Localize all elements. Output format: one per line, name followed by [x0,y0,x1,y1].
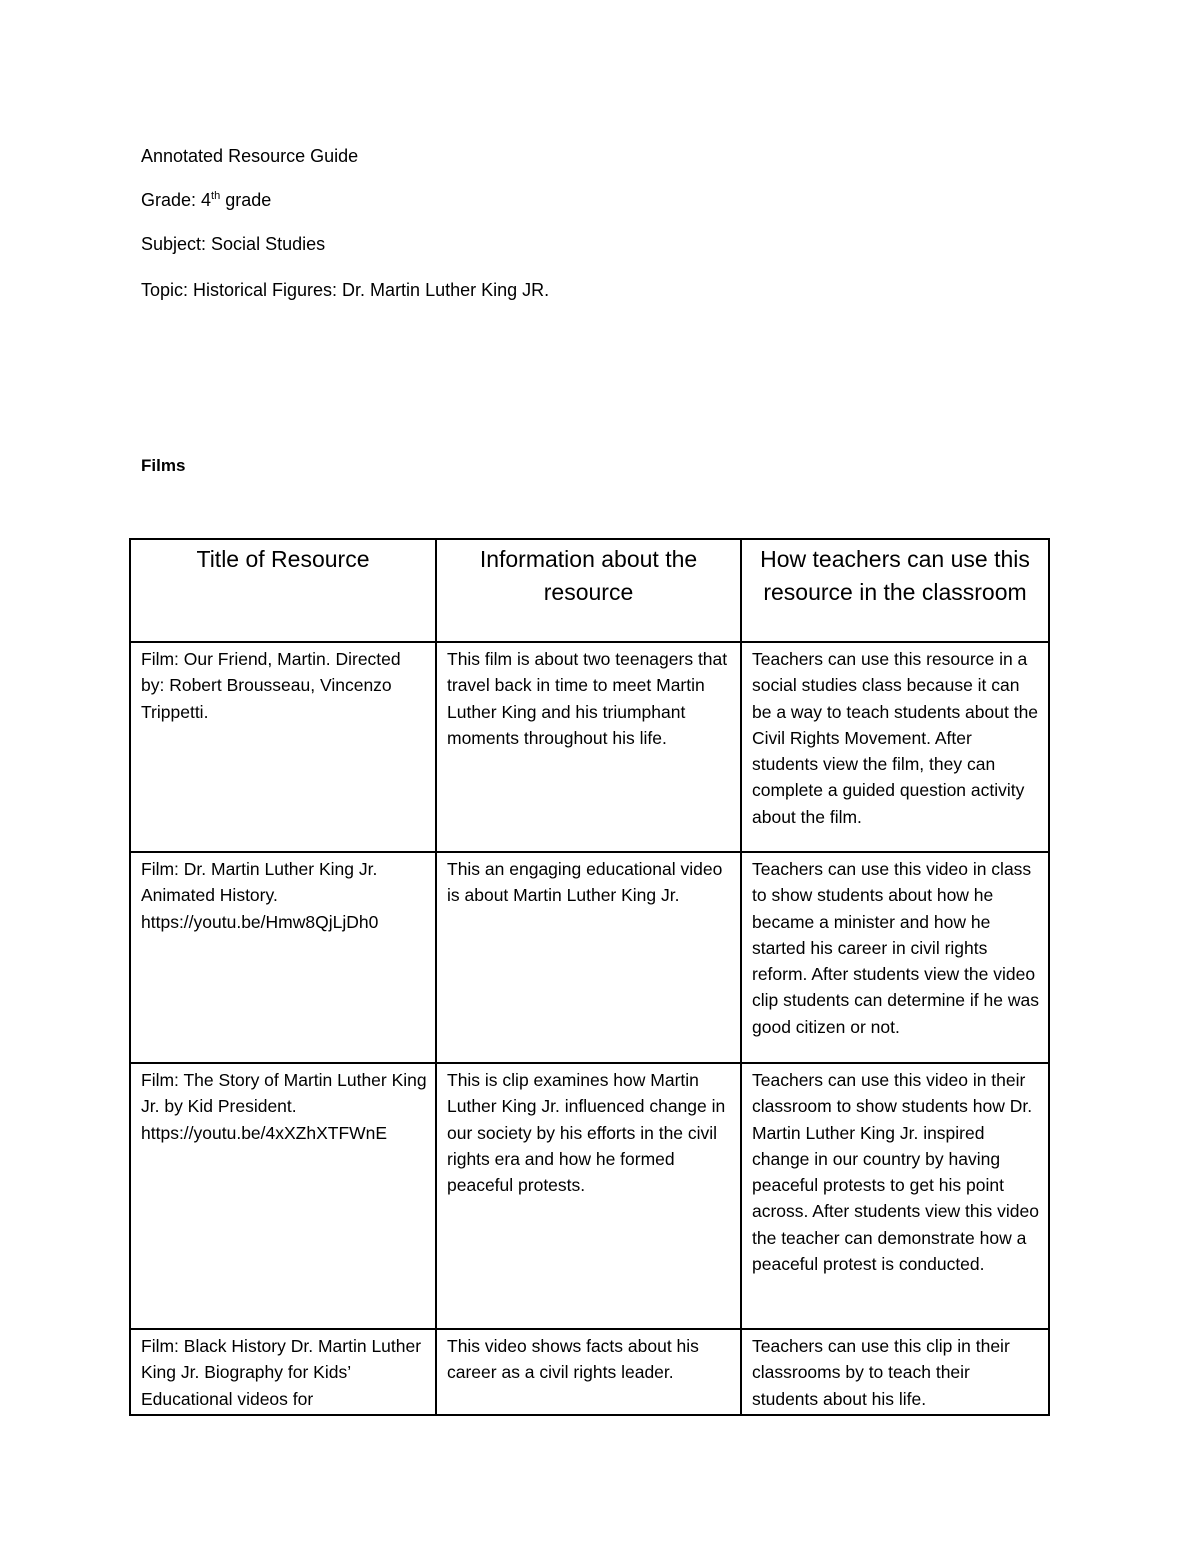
section-heading-films: Films [141,456,186,475]
grade-superscript: th [211,190,221,202]
column-header-teacher-use: How teachers can use this resource in the classroom [741,539,1049,642]
column-header-information: Information about the resource [436,539,741,642]
resource-info-cell: This video shows facts about his career as a civil rights leader. [436,1329,741,1415]
table-header-row [130,539,1049,642]
resource-info-cell: This film is about two teenagers that travel back in time to meet Martin Luther King and his triumphant moments throughout his life. [436,642,741,852]
resource-title-cell: Film: Our Friend, Martin. Directed by: Robert Brousseau, Vincenzo Trippetti. [130,642,436,852]
subject-line: Subject: Social Studies [141,234,326,254]
resource-use-cell: Teachers can use this clip in their classrooms by to teach their students about his life. [741,1329,1049,1415]
resource-use-cell: Teachers can use this video in their classroom to show students how Dr. Martin Luther King Jr. inspired change in our country by having peaceful protests to get his point across. After students view this video the teacher can demonstrate how a peaceful protest is conducted. [741,1063,1049,1329]
document-title: Annotated Resource Guide [141,146,359,166]
resource-title-cell: Film: Dr. Martin Luther King Jr. Animated History. https://youtu.be/Hmw8QjLjDh0 [130,852,436,1063]
resource-title-cell: Film: The Story of Martin Luther King Jr. by Kid President. https://youtu.be/4xXZhXTFWnE [130,1063,436,1329]
topic-line: Topic: Historical Figures: Dr. Martin Luther King JR. [141,280,550,300]
grade-line [141,189,271,211]
grade-label: Grade: 4 [141,190,212,210]
table-row [130,852,1049,1063]
table-row [130,1063,1049,1329]
resource-use-cell: Teachers can use this resource in a social studies class because it can be a way to teach students about the Civil Rights Movement. After students view the film, they can complete a guided question activity about the film. [741,642,1049,852]
resource-info-cell: This an engaging educational video is about Martin Luther King Jr. [436,852,741,1063]
resource-title-cell: Film: Black History Dr. Martin Luther King Jr. Biography for Kids’ Educational videos for [130,1329,436,1415]
table-row [130,1329,1049,1415]
resource-table [129,538,1050,1416]
column-header-title: Title of Resource [130,539,436,642]
resource-use-cell: Teachers can use this video in class to show students about how he became a minister and how he started his career in civil rights reform. After students view the video clip students can determine if he was good citizen or not. [741,852,1049,1063]
table-row [130,642,1049,852]
grade-suffix: grade [220,190,272,210]
resource-info-cell: This is clip examines how Martin Luther King Jr. influenced change in our society by his efforts in the civil rights era and how he formed peaceful protests. [436,1063,741,1329]
